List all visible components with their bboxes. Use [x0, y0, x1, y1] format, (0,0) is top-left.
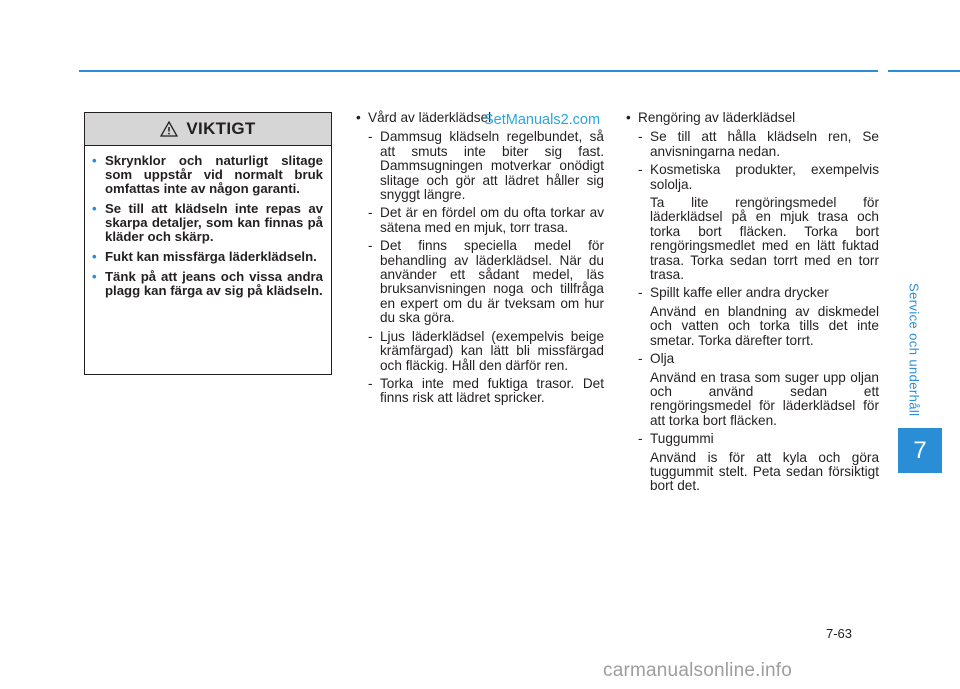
- watermark-bottom: carmanualsonline.info: [603, 660, 793, 681]
- warning-header: [85, 113, 331, 146]
- warning-box: [84, 112, 332, 375]
- care-item: - Ljus läderklädsel (exempelvis beige krämfärgad) kan lätt bli missfärgad och fläckig. Håll den därför ren.: [354, 330, 604, 373]
- cleaning-intro: - Se till att hålla klädseln ren, Se anvisningarna nedan.: [624, 130, 879, 159]
- oil-label: - Olja: [624, 352, 879, 366]
- warning-item: • Se till att klädseln inte repas av skarpa detaljer, som kan finnas på kläder och skärp.: [105, 202, 323, 244]
- cosmetics-label: - Kosmetiska produkter, exempelvis sololja.: [624, 163, 879, 192]
- gum-label: - Tuggummi: [624, 432, 879, 446]
- care-item: - Dammsug klädseln regelbundet, så att smuts inte biter sig fast. Dammsugningen motverkar onödigt slitage och gör att lädret håller sig snyggt längre.: [354, 130, 604, 202]
- coffee-text: Använd en blandning av diskmedel och vatten och torka tills det inte smetar. Torka därefter torrt.: [650, 303, 879, 348]
- gum-text: Använd is för att kyla och göra tuggummit stelt. Peta sedan försiktigt bort det.: [650, 449, 879, 494]
- care-heading: • Vård av läderklädsel: [354, 111, 604, 125]
- warning-triangle-icon: [160, 121, 178, 137]
- cosmetics-text: Ta lite rengöringsmedel för läderklädsel på en mjuk trasa och torka bort fläcken. Torka bort rengöringsmedlet med en lätt fuktad trasa. Torka sedan torrt med en torr trasa.: [650, 195, 879, 283]
- coffee-label: - Spillt kaffe eller andra drycker: [624, 286, 879, 300]
- care-item: - Torka inte med fuktiga trasor. Det finns risk att lädret spricker.: [354, 377, 604, 406]
- header-rule: [79, 70, 878, 72]
- care-section: [354, 111, 604, 410]
- warning-item: • Skrynklor och naturligt slitage som uppstår vid normalt bruk omfattas inte av någon garanti.: [105, 154, 323, 196]
- care-item: - Det är en fördel om du ofta torkar av sätena med en mjuk, torr trasa.: [354, 206, 604, 235]
- cleaning-section: [624, 111, 879, 498]
- watermark-top: SetManuals2.com: [484, 112, 601, 128]
- warning-title: VIKTIGT: [186, 119, 256, 138]
- oil-text: Använd en trasa som suger upp oljan och använd sedan ett rengöringsmedel för läderklädsel för att torka bort fläcken.: [650, 369, 879, 428]
- care-item: - Det finns speciella medel för behandling av läderklädsel. När du använder ett sådant medel, läs bruksanvisningen noga och tillfråga en expert om du är tveksam om hur du ska göra.: [354, 239, 604, 325]
- warning-list: [85, 146, 331, 298]
- chapter-tab: 7: [898, 428, 942, 473]
- chapter-side-title: Service och underhåll: [906, 283, 922, 417]
- page-number: 7-63: [826, 626, 853, 641]
- cleaning-heading: • Rengöring av läderklädsel: [624, 111, 879, 125]
- warning-item: • Fukt kan missfärga läderklädseln.: [105, 250, 323, 264]
- warning-item: • Tänk på att jeans och vissa andra plagg kan färga av sig på klädseln.: [105, 270, 323, 298]
- header-rule-side: [888, 70, 960, 72]
